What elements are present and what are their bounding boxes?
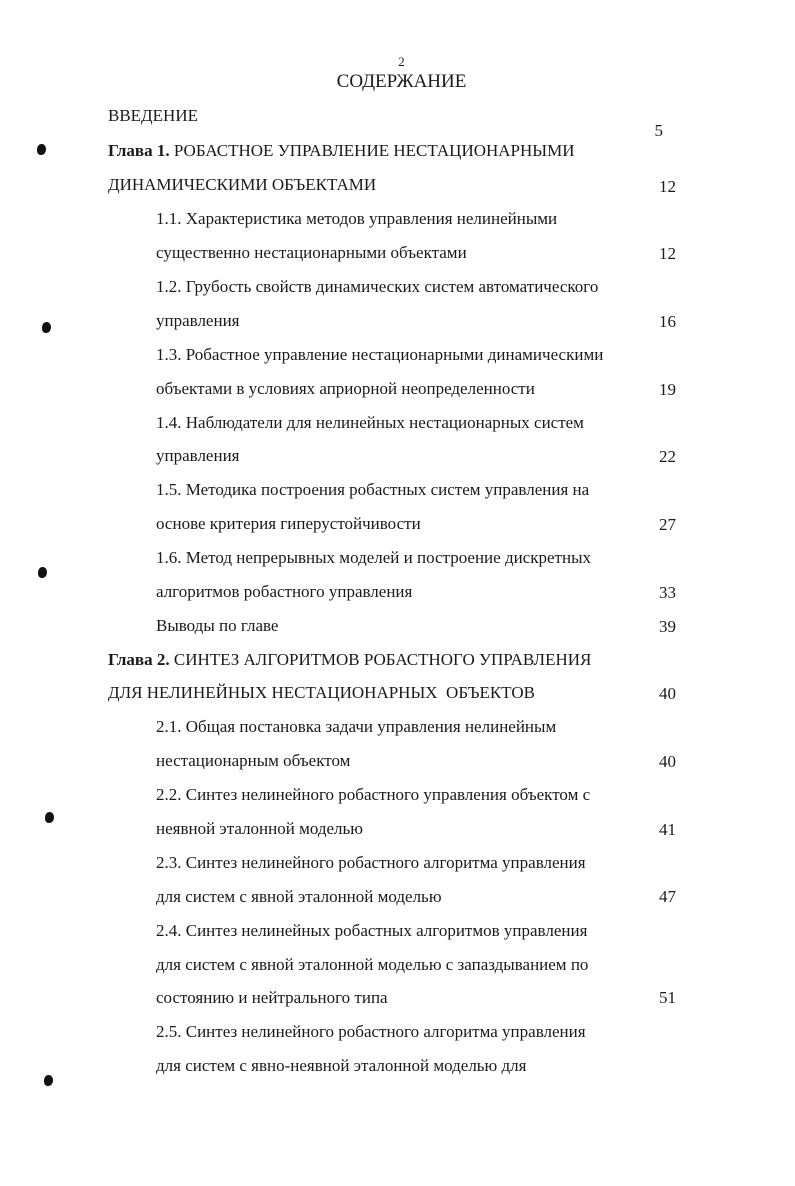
binder-hole-mark xyxy=(44,1075,53,1086)
binder-hole-mark xyxy=(37,144,46,155)
toc-section-1-1-line2: существенно нестационарными объектами xyxy=(156,243,467,262)
toc-section-2-1-line1[interactable]: 2.1. Общая постановка задачи управления нелинейным xyxy=(156,717,557,736)
toc-section-2-1-page: 40 xyxy=(659,752,676,771)
toc-section-1-5-line1[interactable]: 1.5. Методика построения робастных систем управления на xyxy=(156,480,590,499)
toc-section-1-4-line1[interactable]: 1.4. Наблюдатели для нелинейных нестационарных систем xyxy=(156,413,584,432)
chapter-2-title-line2: ДЛЯ НЕЛИНЕЙНЫХ НЕСТАЦИОНАРНЫХ ОБЪЕКТОВ xyxy=(108,683,535,702)
toc-chapter-1-conclusions-page: 39 xyxy=(659,617,676,636)
toc-section-2-4-line1[interactable]: 2.4. Синтез нелинейных робастных алгоритмов управления xyxy=(156,921,588,940)
binder-hole-mark xyxy=(38,567,47,578)
toc-section-1-5-page: 27 xyxy=(659,515,676,534)
toc-section-2-5-line2: для систем с явно-неявной эталонной моделью для xyxy=(156,1056,527,1075)
toc-section-2-4-page: 51 xyxy=(659,988,676,1007)
toc-section-1-3-line1[interactable]: 1.3. Робастное управление нестационарными динамическими xyxy=(156,345,604,364)
chapter-2-page: 40 xyxy=(659,684,676,703)
toc-section-1-5-line2: основе критерия гиперустойчивости xyxy=(156,514,421,533)
chapter-1-page: 12 xyxy=(659,177,676,196)
toc-section-2-2-line1[interactable]: 2.2. Синтез нелинейного робастного управления объектом с xyxy=(156,785,591,804)
toc-intro-label[interactable]: ВВЕДЕНИЕ xyxy=(108,106,198,125)
toc-section-1-2-line1[interactable]: 1.2. Грубость свойств динамических систем автоматического xyxy=(156,277,599,296)
chapter-1-title-line2: ДИНАМИЧЕСКИМИ ОБЪЕКТАМИ xyxy=(108,175,377,194)
toc-section-1-6-line2: алгоритмов робастного управления xyxy=(156,582,413,601)
toc-section-2-5-line1[interactable]: 2.5. Синтез нелинейного робастного алгоритма управления xyxy=(156,1022,586,1041)
page-number: 2 xyxy=(398,54,405,69)
chapter-2-title-line1: СИНТЕЗ АЛГОРИТМОВ РОБАСТНОГО УПРАВЛЕНИЯ xyxy=(173,650,592,669)
binder-hole-mark xyxy=(42,322,51,333)
toc-section-1-4-page: 22 xyxy=(659,447,676,466)
toc-section-1-4-line2: управления xyxy=(156,446,240,465)
toc-section-2-1-line2: нестационарным объектом xyxy=(156,751,351,770)
toc-section-2-2-line2: неявной эталонной моделью xyxy=(156,819,363,838)
toc-chapter-2[interactable] xyxy=(108,650,591,670)
toc-section-1-2-page: 16 xyxy=(659,312,676,331)
toc-section-2-3-line2: для систем с явной эталонной моделью xyxy=(156,887,442,906)
toc-section-1-2-line2: управления xyxy=(156,311,240,330)
toc-section-2-3-page: 47 xyxy=(659,887,676,906)
toc-intro-page: 5 xyxy=(654,121,663,140)
chapter-2-prefix: Глава 2. xyxy=(108,650,170,669)
toc-section-2-2-page: 41 xyxy=(659,820,676,839)
toc-section-1-1-line1[interactable]: 1.1. Характеристика методов управления нелинейными xyxy=(156,209,558,228)
toc-chapter-1-conclusions[interactable]: Выводы по главе xyxy=(156,616,279,635)
toc-section-1-1-page: 12 xyxy=(659,244,676,263)
page-title: СОДЕРЖАНИЕ xyxy=(336,71,467,92)
toc-section-1-6-page: 33 xyxy=(659,583,676,602)
toc-section-2-4-line3: состоянию и нейтрального типа xyxy=(156,988,388,1007)
chapter-1-prefix: Глава 1. xyxy=(108,141,170,160)
toc-chapter-1[interactable] xyxy=(108,141,575,161)
toc-section-1-3-page: 19 xyxy=(659,380,676,399)
toc-section-1-3-line2: объектами в условиях априорной неопределенности xyxy=(156,379,535,398)
toc-section-2-3-line1[interactable]: 2.3. Синтез нелинейного робастного алгоритма управления xyxy=(156,853,586,872)
toc-section-2-4-line2: для систем с явной эталонной моделью с запаздыванием по xyxy=(156,955,589,974)
chapter-1-title-line1: РОБАСТНОЕ УПРАВЛЕНИЕ НЕСТАЦИОНАРНЫМИ xyxy=(173,141,575,160)
binder-hole-mark xyxy=(45,812,54,823)
toc-section-1-6-line1[interactable]: 1.6. Метод непрерывных моделей и построение дискретных xyxy=(156,548,591,567)
